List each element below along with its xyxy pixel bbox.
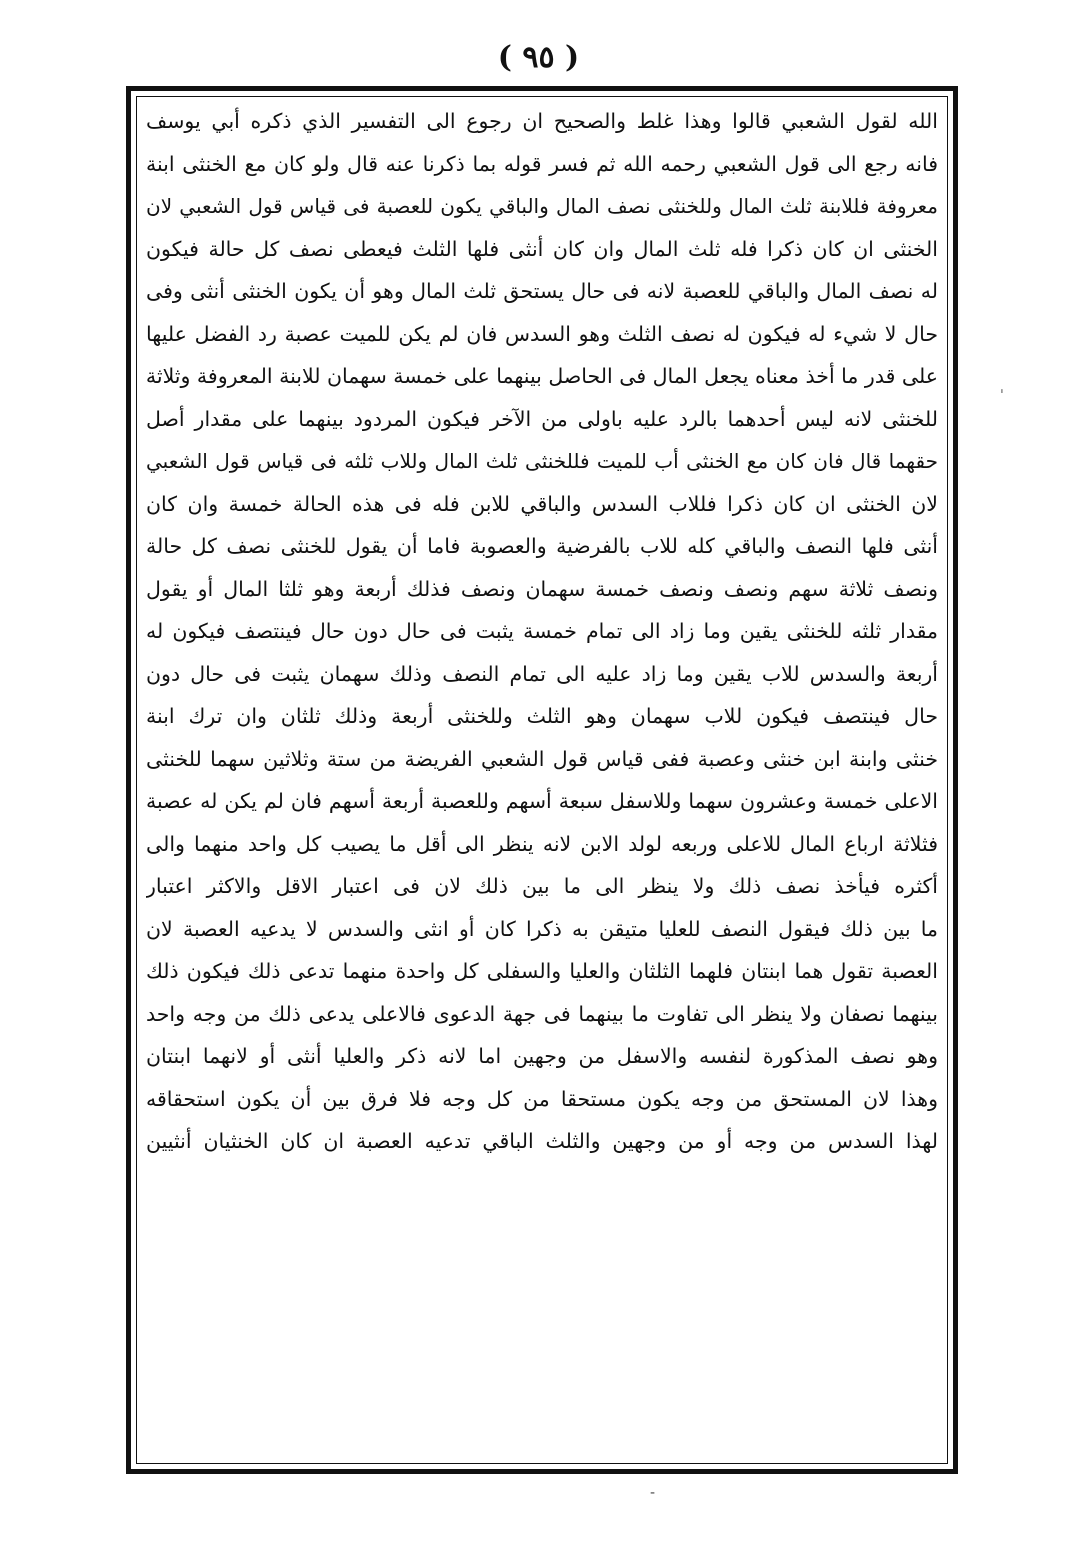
text-line-15: حال فينتصف فيكون للاب سهمان وهو الثلث وللخنثى أربعة وذلك ثلثان وان ترك ابنة <box>146 704 938 728</box>
text-line-13: مقدار ثلثه للخنثى يقين وما زاد الى تمام خمسة يثبت فى حال دون حال فينتصف فيكون له <box>146 619 938 643</box>
text-line-1: الله لقول الشعبي قالوا وهذا غلط والصحيح ان رجوع الى التفسير الذي ذكره أبي يوسف <box>146 109 938 133</box>
text-line-17: الاعلى خمسة وعشرون سهما وللاسفل سبعة أسهم وللعصبة أربعة أسهم فان لم يكن له عصبة <box>146 789 938 813</box>
text-line-6: حال لا شيء له فيكون له نصف الثلث وهو السدس فان لم يكن للميت عصبة رد الفضل عليها <box>146 321 938 346</box>
text-line-12: ونصف ثلاثة سهم ونصف ونصف خمسة سهمان ونصف فذلك أربعة وهو ثلثا المال أو يقول <box>146 576 938 601</box>
text-line-8: للخنثى لانه ليس أحدهما بالرد عليه باولى من الآخر فيكون المردود بينهما على مقدار أصل <box>146 406 938 431</box>
text-line-3: معروفة فللابنة ثلث المال وللخنثى نصف المال والباقي يكون للعصبة فى قياس قول الشعبي لان <box>146 194 938 218</box>
text-line-19: أكثره فيأخذ نصف ذلك ولا ينظر الى ما بين ذلك لان فى اعتبار الاقل والاكثر اعتبار <box>146 874 938 898</box>
text-line-14: أربعة والسدس للاب يقين وما زاد عليه الى تمام النصف وذلك سهمان يثبت فى حال دون <box>146 661 938 686</box>
stray-scan-mark: ˈ <box>1000 388 1004 404</box>
text-line-24: وهذا لان المستحق من وجه يكون مستحقا من كل وجه فلا فرق بين أن يكون استحقاقه <box>146 1086 938 1111</box>
text-line-22: بينهما نصفان ولا ينظر الى تفاوت ما بينهما فى جهة الدعوى فالاعلى يدعى ذلك من وجه واحد <box>146 1001 938 1026</box>
stray-scan-dash: - <box>650 1485 656 1501</box>
text-line-20: ما بين ذلك فيقول النصف للعليا متيقن به ذكرا كان أو انثى والسدس لا يدعيه العصبة لان <box>146 916 938 941</box>
text-line-4: الخنثى ان كان ذكرا فله ثلث المال وان كان أنثى فلها الثلث فيعطى نصف كل حالة فيكون <box>146 236 938 261</box>
text-line-9: حقهما قال فان كان مع الخنثى أب للميت فللخنثى ثلث المال وللاب ثلثه فى قياس قول الشعبي <box>146 449 938 473</box>
text-line-7: على قدر ما أخذ معناه يجعل المال فى الحاصل بينهما على خمسة سهمان للابنة المعروفة وثلاثة <box>146 364 938 388</box>
text-line-25: لهذا السدس من وجه أو من وجهين والثلث الباقي تدعيه العصبة ان كان الخنثيان أنثيين <box>146 1129 938 1153</box>
text-line-2: فانه رجع الى قول الشعبي رحمه الله ثم فسر قوله بما ذكرنا عنه قال ولو كان مع الخنثى ابنة <box>146 151 938 176</box>
text-line-5: له نصف المال والباقي للعصبة لانه فى حال يستحق ثلث المال وهو أن يكون الخنثى أنثى وفى <box>146 279 938 303</box>
text-line-11: أنثى فلها النصف والباقي كله للاب بالفرضية والعصوبة فاما أن يقول للخنثى نصف كل حالة <box>146 534 938 558</box>
page-number: ( ٩٥ ) <box>497 40 580 75</box>
text-line-16: خنثى وابنة ابن خنثى وعصبة ففى قياس قول الشعبي الفريضة من ستة وثلاثين سهما للخنثى <box>146 746 938 771</box>
text-line-10: لان الخنثى ان كان ذكرا فللاب السدس والباقي للابن فله فى هذه الحالة خمسة وان كان <box>146 491 938 516</box>
text-line-18: فثلاثة ارباع المال للاعلى وربعه لولد الابن لانه ينظر الى أقل ما يصيب كل واحد منهما والى <box>146 831 938 856</box>
text-line-21: العصبة تقول هما ابنتان فلهما الثلثان والعليا والسفلى كل واحدة منهما تدعى ذلك فيكون ذلك <box>146 959 938 983</box>
page-text <box>146 100 938 1163</box>
text-line-23: وهو نصف المذكورة لنفسه والاسفل من وجهين اما لانه ذكر والعليا أنثى أو لانهما ابنتان <box>146 1044 938 1068</box>
